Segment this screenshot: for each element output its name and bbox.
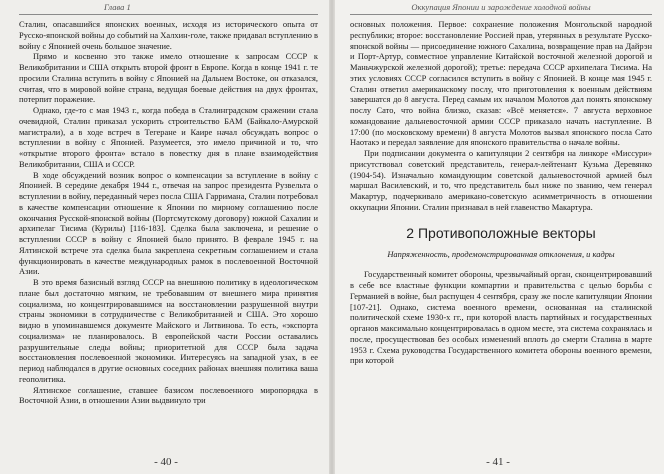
paragraph: В ходе обсуждений возник вопрос о компенсации за вступление в войну с Японией. В середине декабря 1944 г., отвечая на запрос президента Рузвельта о вступлении в войну, переданный через посла США Гарримана, Сталин потребовал в качестве компенсации отношение к Японии по мирному соглашению после окончания Русской-японской войны (Портсмутскому договору) южной Сахалин и архипелаг Тисима (Курилы) [116-183]. Сделка была заключена, и решение о вступлении СССР в войну с Японией было принято. В феврале 1945 г. на Ялтинской встрече эта сделка была закреплена секретным соглашением и стала функционировать в качестве международных рамок в послевоенной Восточной Азии.	[19, 169, 318, 277]
page-number-right: - 41 -	[486, 456, 510, 468]
paragraph: основных положения. Первое: сохранение положения Монгольской народной республики; второе: восстановление Россией прав, утерянных в результате Русско-японской войны — присоединение южного Сахалина, возвращение прав на Дайрэн и Порт-Артур, совместное управление Китайской восточной железной дорогой и Маньчжурской железной дорогой); третье: передача СССР архипелага Тисима. На этих условиях СССР согласился вступить в войну с Японией. В конце мая 1945 г. Сталин ответил американскому послу, что приготовления к военным действиям завершатся до 8 августа. Перед самым их началом Молотов дал понять японскому послу Сато, что война близко, сказав: «Всё меняется». 7 августа верховное командование дальневосточной армии СССР приказало начать наступление. В 17:00 (по московскому времени) 8 августа Молотов вызвал японского посла Сато Наотакэ и передал заявление для японского правительства о начале войны.	[350, 19, 652, 148]
paragraph: При подписании документа о капитуляции 2 сентября на линкоре «Миссури» присутствовал советский представитель, генерал-лейтенант Кузьма Деревянко (1904-54). Изначально командующим советской дальневосточной армией был маршал Василевский, и то, что представитель был ниже по званию, чем генерал Макартур, подчеркивало американо-советскую асимметричность в отношении оккупации Японии. Сталин признавал в ней главенство Макартура.	[350, 148, 652, 212]
section-subheading: Напряженность, продемонстрированная отклонения, и кадры	[387, 248, 615, 259]
paragraph: Однако, где-то с мая 1943 г., когда победа в Сталинградском сражении стала очевидной, Сталин приказал ускорить строительство БАМ (Байкало-Амурской магистрали), а в ходе встреч в Тегеране и Каире начал обсуждать вопрос о вступлении в войну с Японией. Разумеется, это имело причиной и то, что «открытие второго фронта» встало в повестку дня в плане взаимодействия Великобритании, США и СССР.	[19, 105, 318, 169]
section-heading: 2 Противоположные векторы	[406, 224, 596, 241]
paragraph: Ялтинское соглашение, ставшее базисом послевоенного миропорядка в Восточной Азии, в отношении Азии выдвинуло три	[19, 384, 318, 406]
paragraph: В это время базисный взгляд СССР на внешнюю политику в идеологическом плане был достаточно мягким, не требовавшим от внешнего мира принятия социализма, но концентрировавшимся на восстановлении разрушенной внутри страны экономики в сотрудничестве с Великобританией и США. Это хорошо видно в упоминавшемся документе Майского и Литвинова. То есть, «экспорта социализма» не планировалось. В европейской части России оставались разрушительные следы войны; приоритетной для СССР была задача восстановления послевоенной экономики. Интересуясь на западной узах, в ее период наблюдался в другие основных соседних районах внешняя политика ваша геополитика.	[19, 277, 318, 384]
book-gutter	[329, 0, 335, 474]
paragraph: Государственный комитет обороны, чрезвычайный орган, сконцентрировавший в себе все властные функции компартии и правительства с целью борьбы с Германией в войне, был распущен 4 сентября, сразу же после капитуляции Японии [107-21]. Однако, система военного времени, основанная на сталинской политической схеме 1930-х гг., при которой власть партийных и государственных органов максимально концентрировалась в одном месте, эта система сохранялась и после, просуществовав без особых изменений вплоть до смерти Сталина в марте 1953 г. Схема руководства Государственного комитета обороны военного времени, при которой	[350, 269, 652, 366]
running-head-left: Глава 1	[19, 2, 318, 15]
paragraph: Сталин, опасавшийся японских военных, исходя из исторического опыта от Русско-японской войны до событий на Халхин-голе, также придавал вступлению в войну с Японией очень большое значение.	[19, 19, 318, 51]
running-head-right: Оккупация Японии и зарождение холодной войны	[350, 2, 652, 15]
right-page	[332, 0, 664, 474]
page-number-left: - 40 -	[154, 456, 178, 468]
paragraph: Прямо и косвенно это также имело отношение к запросам СССР к Великобритании и США открыть второй фронт в Европе. Когда в конце 1941 г. те просили Сталина вступить в войну с Японией на Дальнем Востоке, он отказался, считая, что в мировой войне страна, ведущая боевые действия на двух фронтах, потерпит поражение.	[19, 51, 318, 105]
